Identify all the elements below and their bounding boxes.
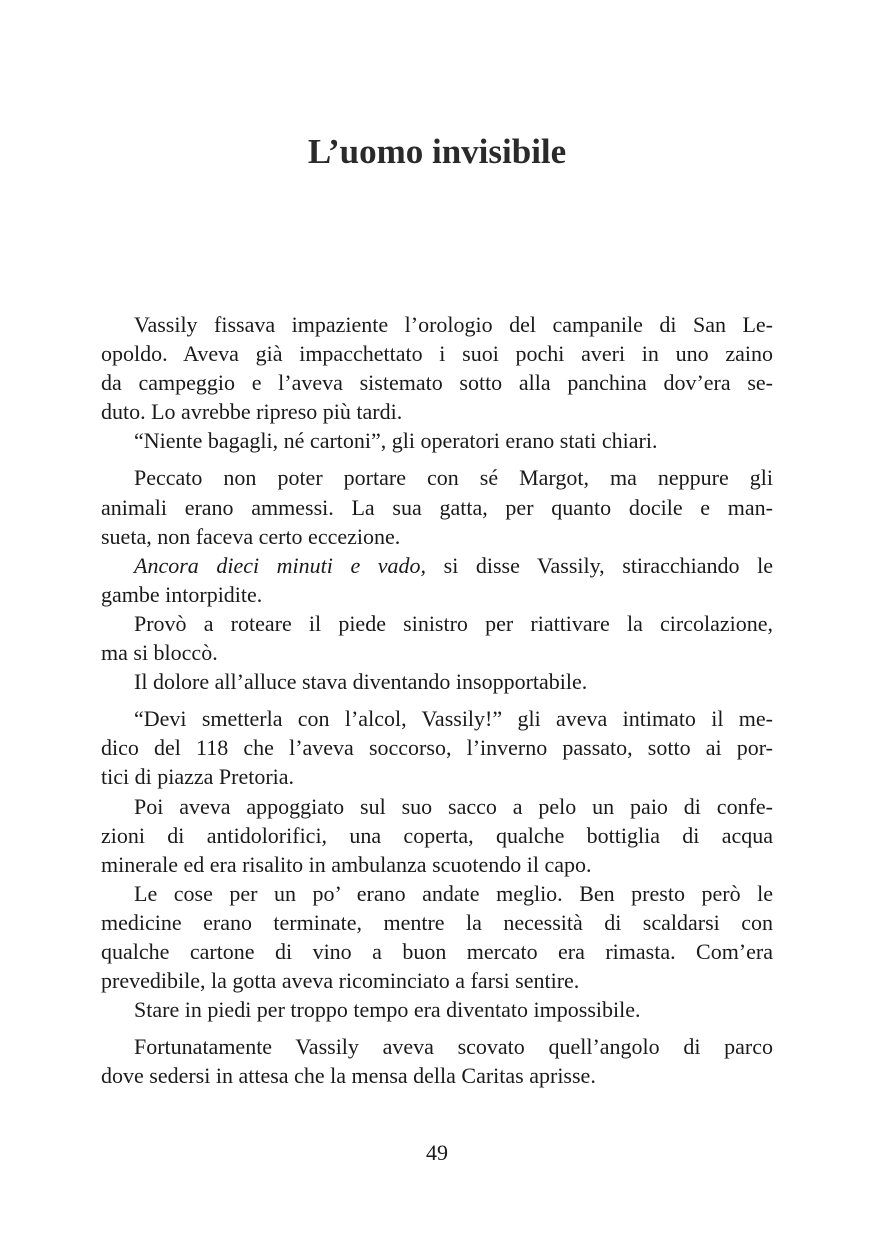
text-line xyxy=(101,580,773,609)
line-text: medicine erano terminate, mentre la necessità di scaldarsi con xyxy=(101,909,773,935)
line-text: “Niente bagagli, né cartoni”, gli operatori erano stati chiari. xyxy=(134,428,658,454)
line-text: dico del 118 che l’aveva soccorso, l’inverno passato, sotto ai por- xyxy=(101,735,773,761)
line-text: gambe intorpidite. xyxy=(101,581,263,607)
text-line xyxy=(101,937,773,966)
text-line xyxy=(101,522,773,551)
text-line xyxy=(101,704,773,733)
text-line xyxy=(101,792,773,821)
text-line xyxy=(101,339,773,368)
text-line xyxy=(101,463,773,492)
line-text: Fortunatamente Vassily aveva scovato quell’angolo di parco xyxy=(134,1034,773,1060)
text-line xyxy=(101,551,773,580)
line-text: qualche cartone di vino a buon mercato era rimasta. Com’era xyxy=(101,938,773,964)
text-line xyxy=(101,397,773,426)
line-text: duto. Lo avrebbe ripreso più tardi. xyxy=(101,399,403,425)
text-line xyxy=(101,733,773,762)
text-line xyxy=(101,1061,773,1090)
line-text: Il dolore all’alluce stava diventando insopportabile. xyxy=(134,669,588,695)
text-line xyxy=(101,995,773,1024)
text-line xyxy=(101,609,773,638)
line-text: zioni di antidolorifici, una coperta, qualche bottiglia di acqua xyxy=(101,822,773,848)
text-line xyxy=(101,879,773,908)
chapter-body xyxy=(101,310,773,1090)
line-text: Le cose per un po’ erano andate meglio. Ben presto però le xyxy=(134,880,773,906)
text-line xyxy=(101,1032,773,1061)
line-text: sueta, non faceva certo eccezione. xyxy=(101,523,401,549)
spacer xyxy=(101,696,773,704)
line-text: dove sedersi in attesa che la mensa della Caritas aprisse. xyxy=(101,1063,596,1089)
line-text: Peccato non poter portare con sé Margot, ma neppure gli xyxy=(134,465,773,491)
text-line xyxy=(101,493,773,522)
line-text: da campeggio e l’aveva sistemato sotto alla panchina dov’era se- xyxy=(101,370,773,396)
line-text: “Devi smetterla con l’alcol, Vassily!” gli aveva intimato il me- xyxy=(134,706,773,732)
line-text: tici di piazza Pretoria. xyxy=(101,764,295,790)
line-text: Stare in piedi per troppo tempo era diventato impossibile. xyxy=(134,997,641,1023)
line-text: opoldo. Aveva già impacchettato i suoi pochi averi in uno zaino xyxy=(101,341,773,367)
spacer xyxy=(101,1024,773,1032)
line-text: minerale ed era risalito in ambulanza scuotendo il capo. xyxy=(101,851,592,877)
line-text: Provò a roteare il piede sinistro per riattivare la circolazione, xyxy=(134,610,773,636)
chapter-title: L’uomo invisibile xyxy=(307,132,567,171)
line-text: ma si bloccò. xyxy=(101,640,218,666)
text-line xyxy=(101,850,773,879)
text-line xyxy=(101,638,773,667)
text-line xyxy=(101,821,773,850)
line-text: Poi aveva appoggiato sul suo sacco a pelo un paio di confe- xyxy=(134,793,773,819)
text-line xyxy=(101,667,773,696)
text-line xyxy=(101,762,773,791)
page-number: 49 xyxy=(426,1140,448,1165)
text-line xyxy=(101,966,773,995)
italic-phrase: Ancora dieci minuti e vado, xyxy=(134,552,427,578)
line-text: Vassily fissava impaziente l’orologio del campanile di San Le- xyxy=(134,312,773,337)
line-text: si disse Vassily, stiracchiando le xyxy=(426,552,773,578)
text-line xyxy=(101,368,773,397)
line-text: prevedibile, la gotta aveva ricominciato a farsi sentire. xyxy=(101,968,580,994)
text-line xyxy=(101,426,773,455)
text-line xyxy=(101,908,773,937)
text-line xyxy=(101,310,773,339)
spacer xyxy=(101,455,773,463)
line-text: animali erano ammessi. La sua gatta, per quanto docile e man- xyxy=(101,494,773,520)
